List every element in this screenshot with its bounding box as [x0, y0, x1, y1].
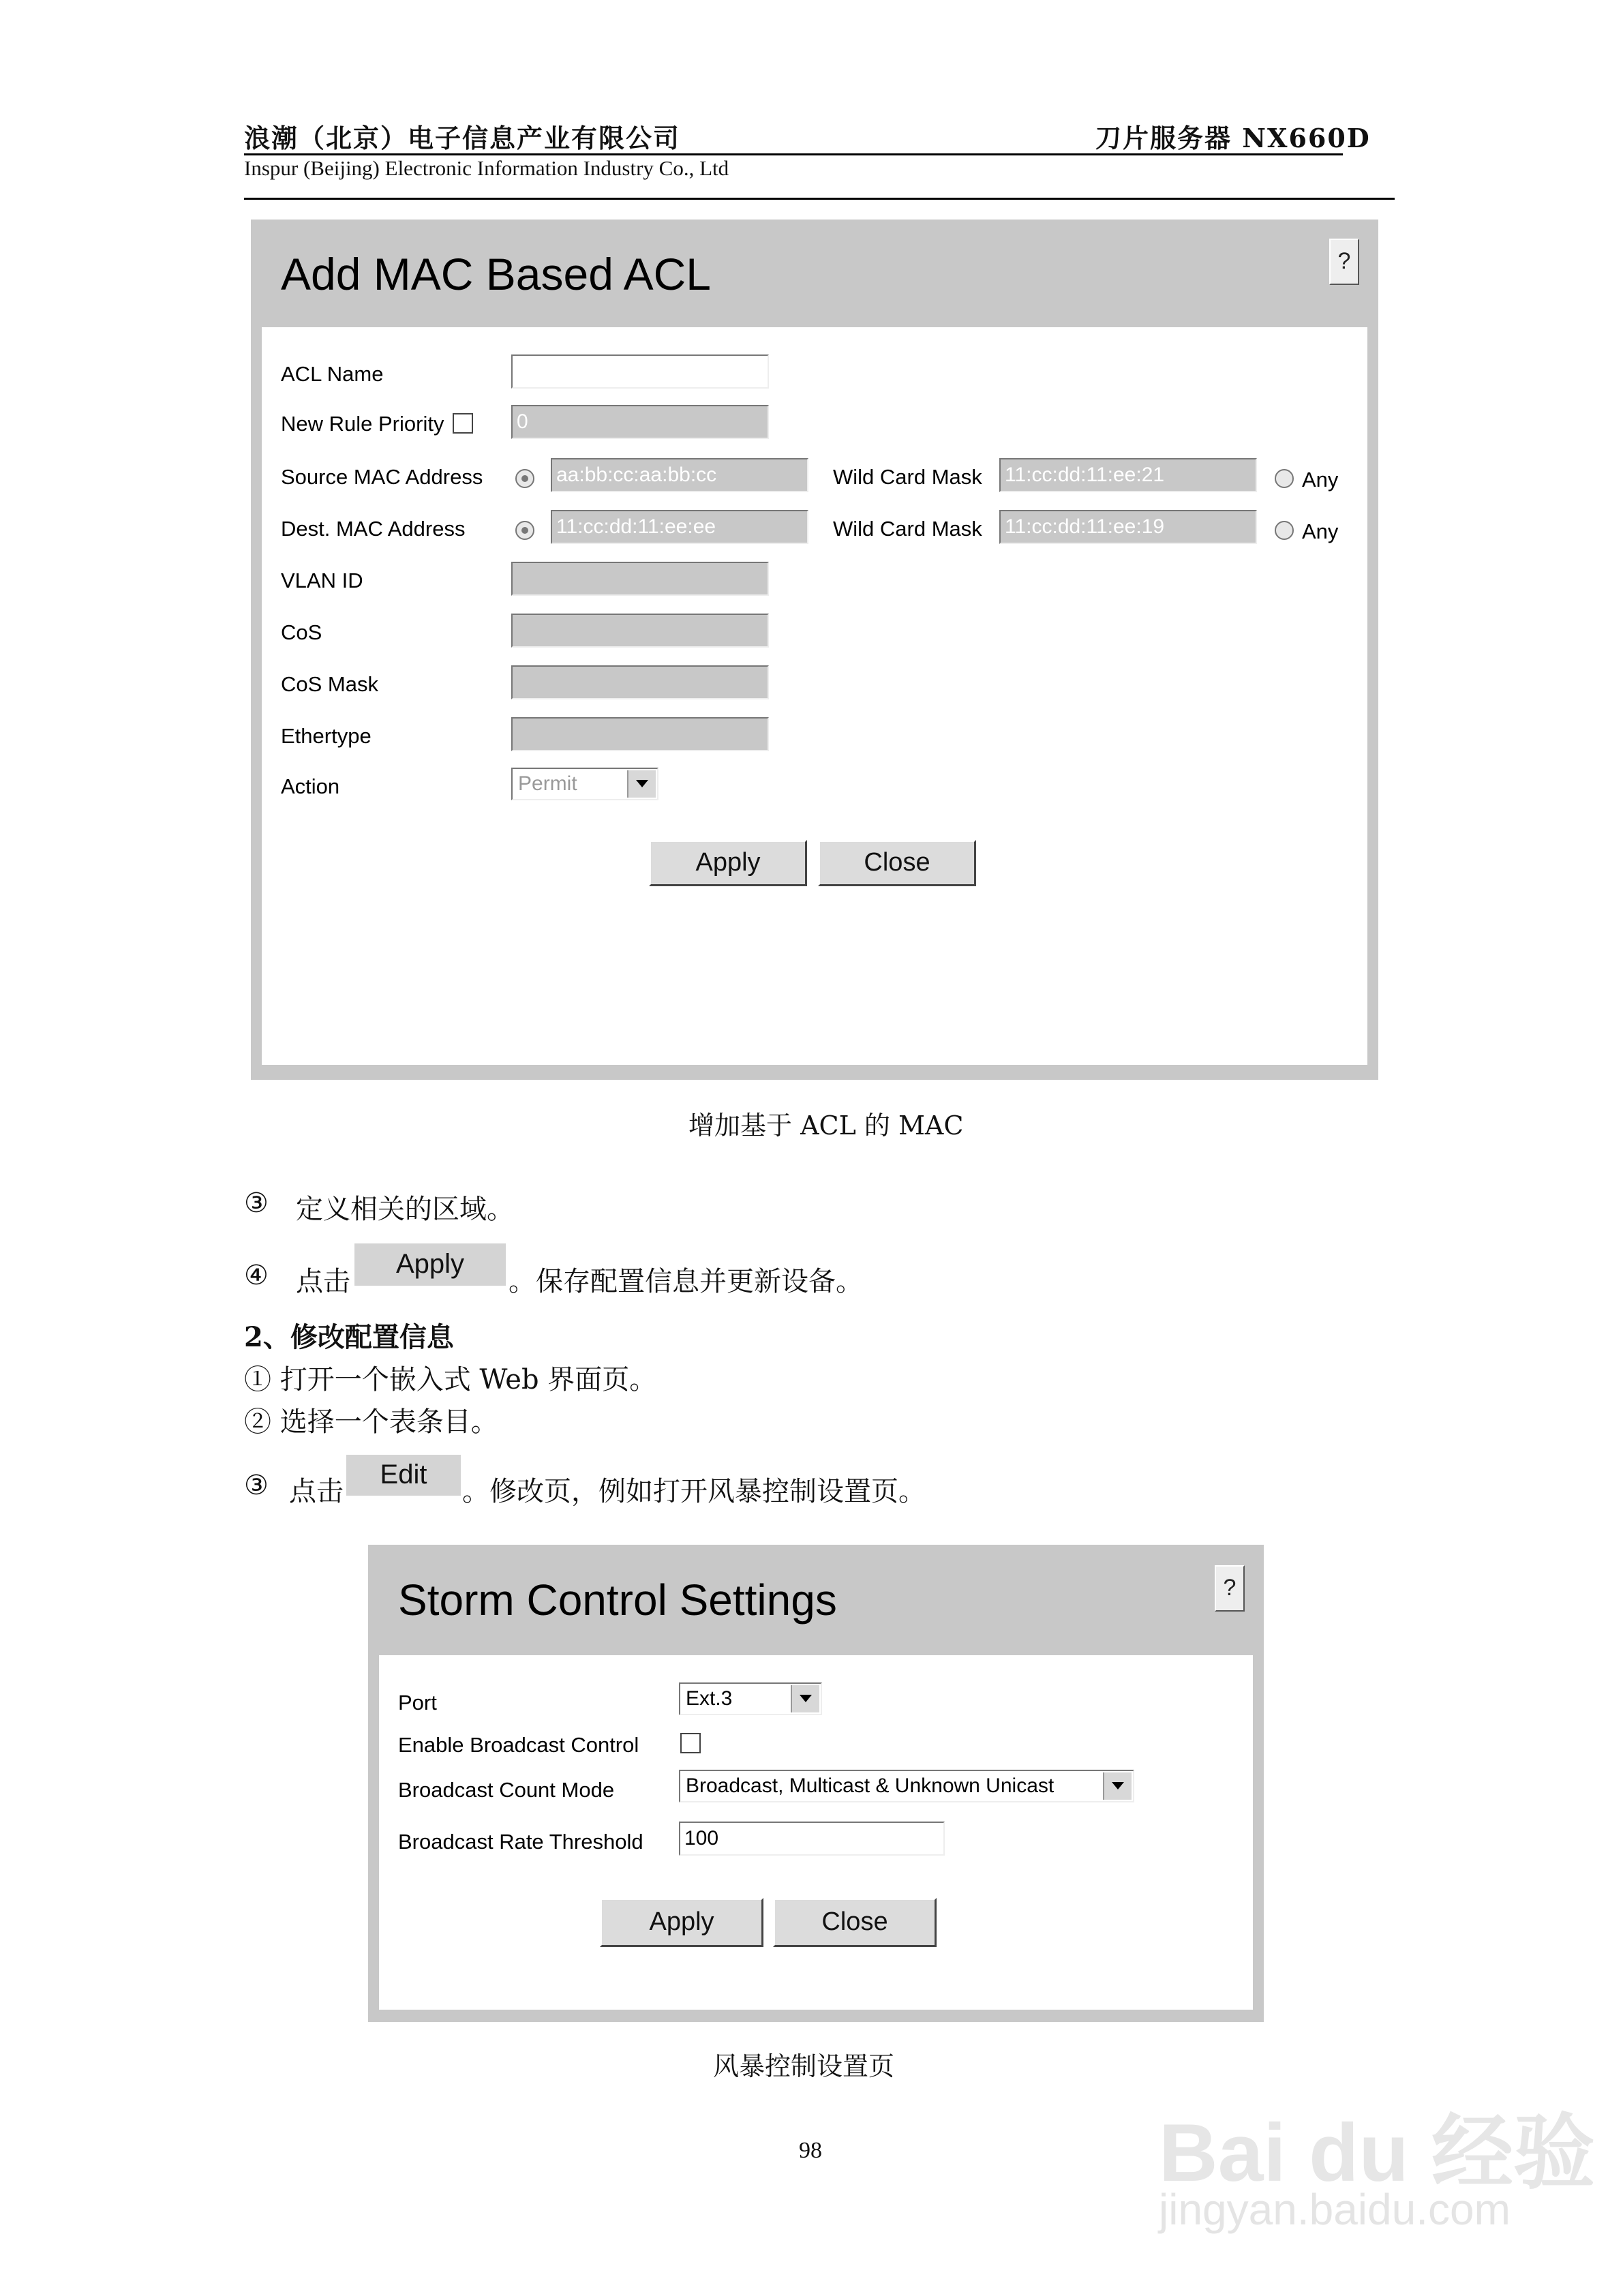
storm-help-button[interactable]: ? [1215, 1565, 1245, 1612]
storm-dialog-title: Storm Control Settings [398, 1575, 837, 1625]
action-select-value: Permit [518, 772, 577, 795]
source-mac-label: Source MAC Address [281, 465, 483, 489]
dest-mac-label: Dest. MAC Address [281, 517, 466, 541]
port-label: Port [398, 1691, 437, 1715]
port-select-value: Ext.3 [686, 1687, 733, 1710]
inline-edit-button: Edit [346, 1455, 461, 1496]
action-label: Action [281, 774, 340, 798]
step4-num: ④ [244, 1260, 269, 1291]
count-mode-select-value: Broadcast, Multicast & Unknown Unicast [686, 1774, 1055, 1797]
count-mode-select[interactable] [679, 1770, 1134, 1802]
storm-apply-button[interactable]: Apply [600, 1898, 763, 1947]
rate-threshold-label: Broadcast Rate Threshold [398, 1830, 643, 1854]
header-rule-bottom [244, 198, 1395, 200]
step4-suffix: 。保存配置信息并更新设备。 [509, 1266, 863, 1297]
new-rule-priority-label: New Rule Priority [281, 412, 444, 436]
header-rule-top [244, 153, 1343, 155]
vlan-id-input[interactable] [511, 562, 769, 596]
source-wildcard-input[interactable]: 11:cc:dd:11:ee:21 [999, 458, 1257, 492]
cos-mask-label: CoS Mask [281, 672, 378, 696]
step3-num: ③ [244, 1188, 269, 1219]
vlan-id-label: VLAN ID [281, 569, 363, 592]
header-company-cn: 浪潮（北京）电子信息产业有限公司 [244, 123, 681, 153]
acl-help-button[interactable]: ? [1329, 239, 1359, 285]
chevron-down-icon [1103, 1772, 1132, 1800]
section2-step3-prefix: 点击 [289, 1476, 344, 1507]
cos-mask-input[interactable] [511, 665, 769, 699]
section2-heading: 2、修改配置信息 [244, 1321, 454, 1353]
section2-step3-num: ③ [244, 1470, 269, 1501]
dest-mac-input[interactable]: 11:cc:dd:11:ee:ee [551, 510, 808, 544]
enable-broadcast-label: Enable Broadcast Control [398, 1733, 639, 1757]
new-rule-priority-checkbox[interactable] [453, 413, 473, 434]
ethertype-label: Ethertype [281, 724, 371, 748]
source-any-label: Any [1302, 468, 1339, 492]
action-select[interactable] [511, 768, 658, 800]
chevron-down-icon [791, 1685, 819, 1712]
acl-dialog-title: Add MAC Based ACL [281, 249, 711, 299]
step4-prefix: 点击 [296, 1266, 350, 1297]
header-company-en: Inspur (Beijing) Electronic Information Industry Co., Ltd [244, 156, 729, 180]
section2-step2: ② 选择一个表条目。 [244, 1406, 498, 1438]
storm-close-button[interactable]: Close [773, 1898, 937, 1947]
new-rule-priority-input[interactable]: 0 [511, 405, 769, 439]
port-select[interactable] [679, 1682, 822, 1715]
watermark-url: jingyan.baidu.com [1159, 2185, 1511, 2234]
inline-apply-button: Apply [354, 1243, 506, 1286]
acl-apply-button[interactable]: Apply [649, 840, 807, 886]
source-any-radio[interactable] [1275, 469, 1294, 488]
acl-name-input[interactable] [511, 354, 769, 389]
header-product: 刀片服务器 NX660D [1095, 123, 1371, 153]
watermark-brand: Bai du 经验 [1159, 2107, 1596, 2199]
section2-step3-suffix: 。修改页，例如打开风暴控制设置页。 [462, 1476, 926, 1507]
cos-input[interactable] [511, 614, 769, 648]
acl-dialog-body [262, 327, 1367, 1065]
source-mac-radio[interactable] [515, 469, 534, 488]
dest-mac-radio[interactable] [515, 521, 534, 540]
step3-text: 定义相关的区域。 [296, 1194, 514, 1225]
acl-caption: 增加基于 ACL 的 MAC [688, 1111, 964, 1141]
storm-dialog-body [379, 1655, 1253, 2010]
source-wildcard-label: Wild Card Mask [833, 465, 982, 489]
enable-broadcast-checkbox[interactable] [680, 1733, 701, 1753]
count-mode-label: Broadcast Count Mode [398, 1778, 615, 1802]
storm-caption: 风暴控制设置页 [713, 2051, 895, 2081]
chevron-down-icon [627, 770, 656, 798]
acl-dialog [251, 220, 1378, 1080]
acl-name-label: ACL Name [281, 362, 384, 386]
page-number: 98 [799, 2138, 822, 2163]
rate-threshold-input[interactable]: 100 [679, 1822, 945, 1856]
section2-step1: ① 打开一个嵌入式 Web 界面页。 [244, 1364, 657, 1395]
storm-dialog [368, 1545, 1264, 2022]
cos-label: CoS [281, 620, 322, 644]
dest-wildcard-label: Wild Card Mask [833, 517, 982, 541]
acl-close-button[interactable]: Close [818, 840, 976, 886]
dest-any-label: Any [1302, 519, 1339, 543]
ethertype-input[interactable] [511, 717, 769, 751]
dest-any-radio[interactable] [1275, 521, 1294, 540]
dest-wildcard-input[interactable]: 11:cc:dd:11:ee:19 [999, 510, 1257, 544]
source-mac-input[interactable]: aa:bb:cc:aa:bb:cc [551, 458, 808, 492]
